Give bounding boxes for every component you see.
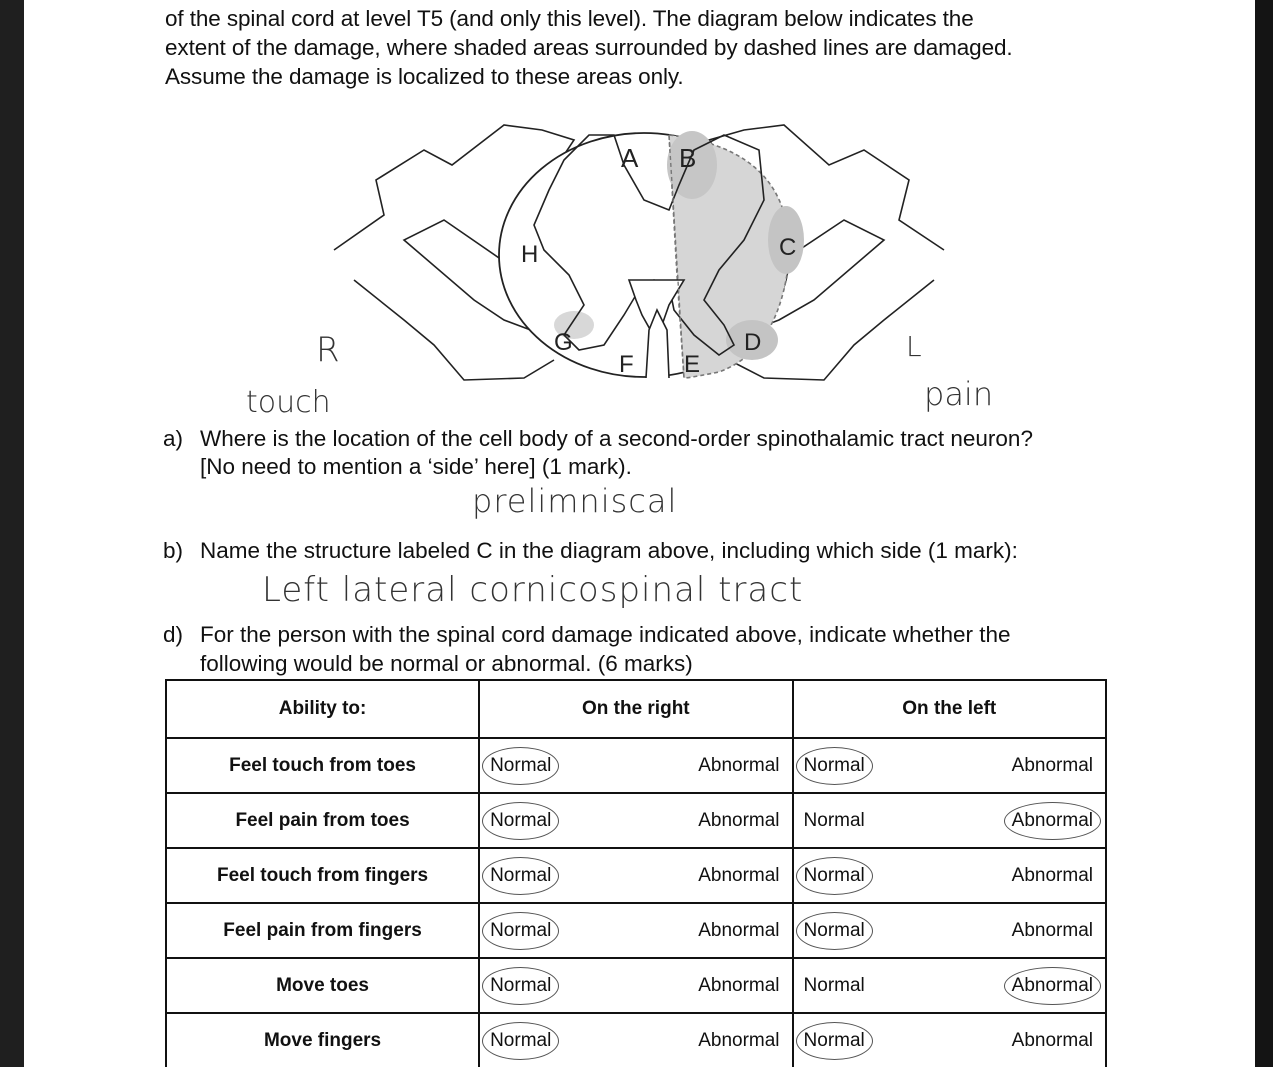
spinal-cord-diagram <box>324 110 954 400</box>
cell-left <box>793 738 1106 793</box>
option-abnormal-left[interactable]: Abnormal <box>1011 919 1093 941</box>
ability-table <box>165 679 1107 1067</box>
label-d: D <box>744 329 762 356</box>
row-label: Move fingers <box>166 1013 479 1067</box>
handwritten-l: L <box>906 330 922 363</box>
question-b-label: b) <box>163 538 184 563</box>
option-normal-right[interactable]: Normal <box>490 809 552 831</box>
table-row <box>166 903 1106 958</box>
label-g: G <box>554 329 573 356</box>
option-abnormal-left[interactable]: Abnormal <box>1011 1029 1093 1051</box>
intro-line-1: of the spinal cord at level T5 (and only this level). The diagram below indicates the <box>165 6 974 31</box>
option-normal-left[interactable]: Normal <box>803 1029 865 1051</box>
question-a-answer: prelimniscal <box>472 482 678 520</box>
question-b-line-1: Name the structure labeled C in the diagram above, including which side (1 mark): <box>200 538 1018 563</box>
option-abnormal-left[interactable]: Abnormal <box>1011 974 1093 996</box>
label-c: C <box>779 234 797 261</box>
table-row <box>166 738 1106 793</box>
row-label: Move toes <box>166 958 479 1013</box>
cell-right <box>479 903 792 958</box>
cell-left <box>793 903 1106 958</box>
cell-right <box>479 793 792 848</box>
option-normal-right[interactable]: Normal <box>490 864 552 886</box>
handwritten-r: R <box>316 330 340 370</box>
option-abnormal-right[interactable]: Abnormal <box>698 974 780 996</box>
label-f: F <box>619 351 634 378</box>
question-a-line-1: Where is the location of the cell body of a second-order spinothalamic tract neuron? <box>200 426 1033 451</box>
label-a: A <box>621 143 639 173</box>
handwritten-touch: touch <box>246 385 331 420</box>
option-normal-left[interactable]: Normal <box>803 809 865 831</box>
table-row <box>166 958 1106 1013</box>
option-abnormal-right[interactable]: Abnormal <box>698 809 780 831</box>
option-abnormal-left[interactable]: Abnormal <box>1011 864 1093 886</box>
option-normal-right[interactable]: Normal <box>490 1029 552 1051</box>
option-normal-right[interactable]: Normal <box>490 754 552 776</box>
option-normal-left[interactable]: Normal <box>803 754 865 776</box>
option-abnormal-right[interactable]: Abnormal <box>698 754 780 776</box>
document-page <box>24 0 1255 1067</box>
viewer-scrollbar-track[interactable] <box>1255 0 1273 1067</box>
cell-left <box>793 793 1106 848</box>
question-b-answer: Left lateral cornicospinal tract <box>262 570 804 610</box>
viewer-left-margin <box>0 0 24 1067</box>
table-header-row <box>166 680 1106 738</box>
cell-right <box>479 1013 792 1067</box>
question-a-line-2: [No need to mention a ‘side’ here] (1 mark). <box>200 454 632 479</box>
label-h: H <box>521 241 539 268</box>
option-abnormal-right[interactable]: Abnormal <box>698 919 780 941</box>
intro-line-2: extent of the damage, where shaded areas surrounded by dashed lines are damaged. <box>165 35 1013 60</box>
question-a-label: a) <box>163 426 184 451</box>
cell-left <box>793 848 1106 903</box>
table-row <box>166 848 1106 903</box>
option-abnormal-right[interactable]: Abnormal <box>698 864 780 886</box>
cell-right <box>479 738 792 793</box>
row-label: Feel pain from toes <box>166 793 479 848</box>
intro-line-3: Assume the damage is localized to these areas only. <box>165 64 684 89</box>
table-row <box>166 1013 1106 1067</box>
option-normal-right[interactable]: Normal <box>490 919 552 941</box>
option-normal-left[interactable]: Normal <box>803 919 865 941</box>
header-left: On the left <box>793 680 1106 738</box>
option-abnormal-left[interactable]: Abnormal <box>1011 754 1093 776</box>
cell-left <box>793 958 1106 1013</box>
question-d-label: d) <box>163 622 184 647</box>
row-label: Feel touch from toes <box>166 738 479 793</box>
row-label: Feel touch from fingers <box>166 848 479 903</box>
cell-right <box>479 848 792 903</box>
question-d-line-1: For the person with the spinal cord damage indicated above, indicate whether the <box>200 622 1011 647</box>
label-b: B <box>679 143 697 173</box>
cell-left <box>793 1013 1106 1067</box>
header-ability: Ability to: <box>166 680 479 738</box>
question-d-line-2: following would be normal or abnormal. (6 marks) <box>200 651 693 676</box>
header-right: On the right <box>479 680 792 738</box>
option-normal-left[interactable]: Normal <box>803 864 865 886</box>
option-normal-left[interactable]: Normal <box>803 974 865 996</box>
option-abnormal-left[interactable]: Abnormal <box>1011 809 1093 831</box>
table-row <box>166 793 1106 848</box>
cell-right <box>479 958 792 1013</box>
option-normal-right[interactable]: Normal <box>490 974 552 996</box>
option-abnormal-right[interactable]: Abnormal <box>698 1029 780 1051</box>
handwritten-pain: pain <box>924 375 994 413</box>
label-e: E <box>684 351 701 378</box>
row-label: Feel pain from fingers <box>166 903 479 958</box>
